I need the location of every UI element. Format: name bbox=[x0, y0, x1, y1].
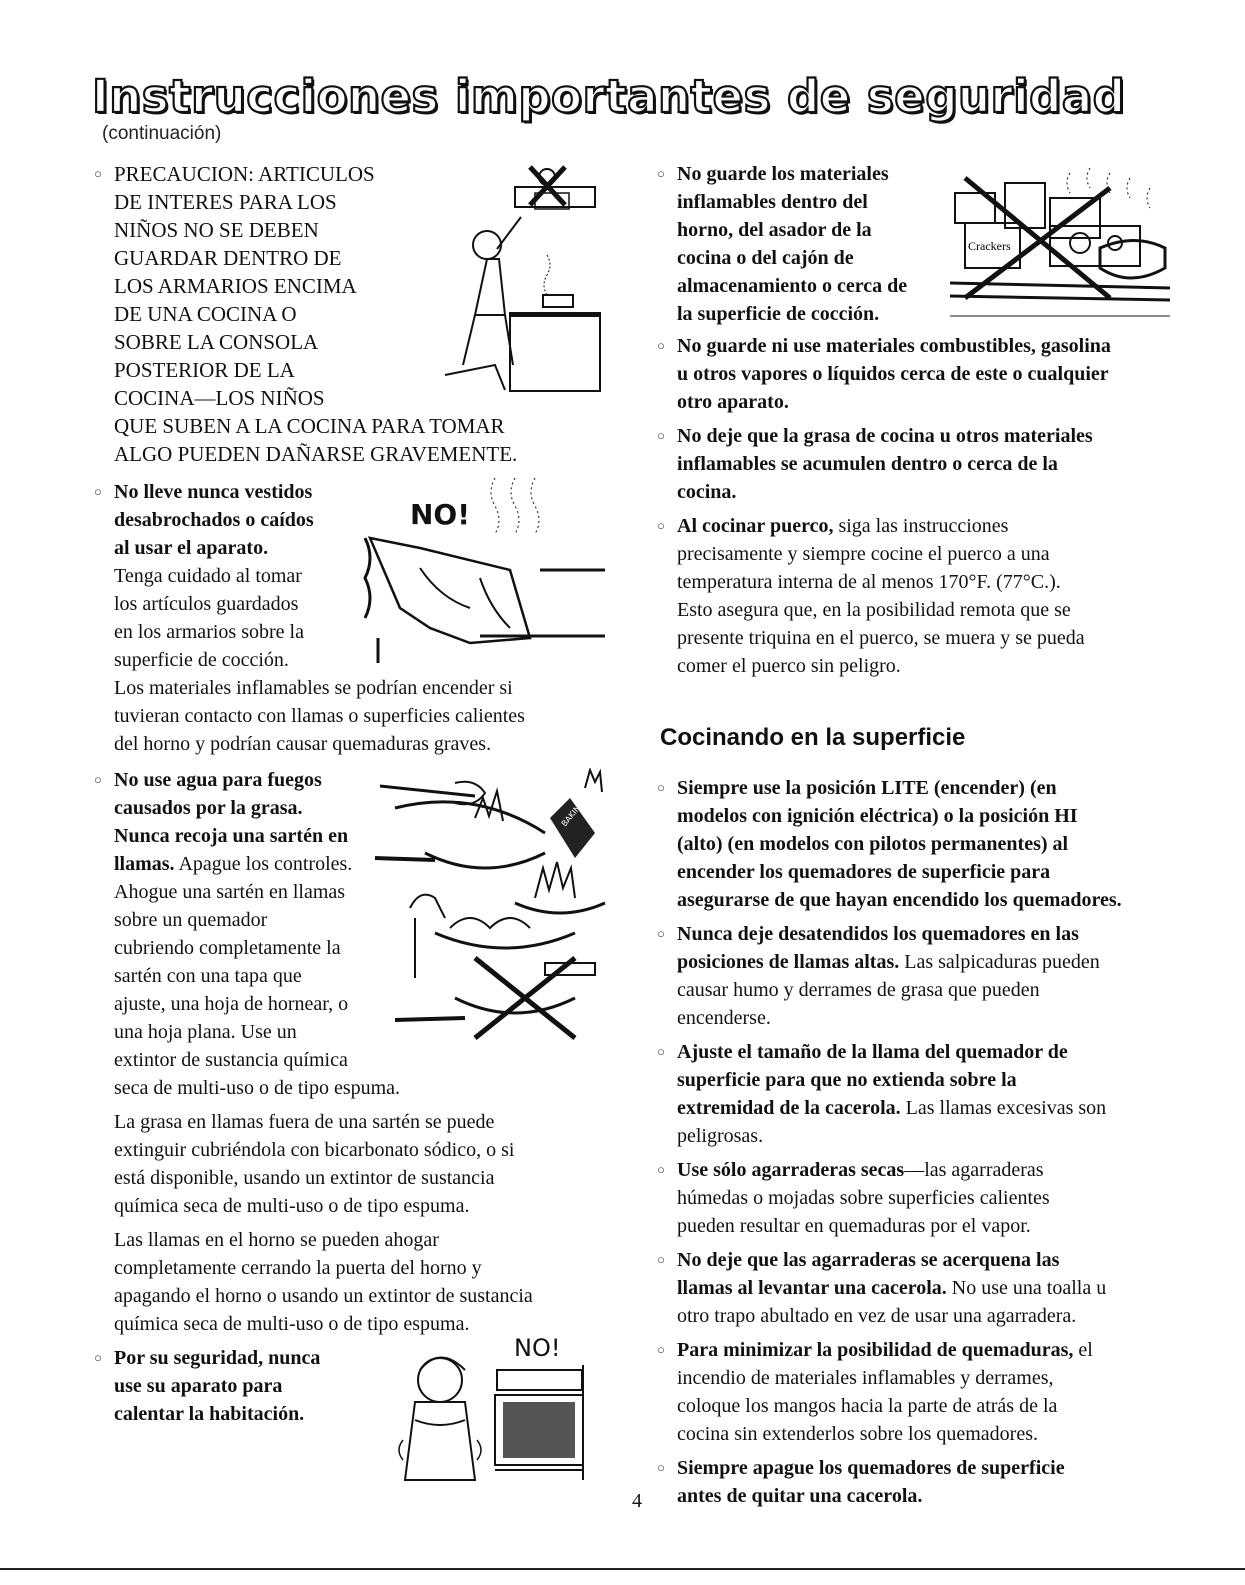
precaucion-line: GUARDAR DENTRO DE bbox=[114, 246, 342, 270]
grasa-mixed-bold: llamas. bbox=[114, 853, 175, 875]
precaucion-rest-line: QUE SUBEN A LA COCINA PARA TOMAR bbox=[114, 414, 505, 438]
bullet-icon: ○ bbox=[657, 1044, 665, 1059]
grasa-text-line: sartén con una tapa que bbox=[114, 965, 302, 987]
combustibles-line: No guarde ni use materiales combustibles, gasolina bbox=[677, 335, 1111, 357]
grasa-para-line: química seca de multi-uso o de tipo espuma. bbox=[114, 1313, 470, 1335]
page-title: Instrucciones importantes de seguridad bbox=[92, 70, 1126, 123]
puerco-line: Esto asegura que, en la posibilidad remota que se bbox=[677, 599, 1071, 621]
agarraderas-text-line: húmedas o mojadas sobre superficies calientes bbox=[677, 1187, 1050, 1209]
seguridad-bold-line: use su aparato para bbox=[114, 1375, 283, 1397]
puerco-bold: Al cocinar puerco, bbox=[677, 515, 834, 537]
vestidos-rest-line: Los materiales inflamables se podrían encender si bbox=[114, 677, 513, 699]
grasa-para-3 bbox=[114, 1226, 632, 1338]
grasa-para-2 bbox=[114, 1108, 632, 1220]
agarraderas-text: —las agarraderas bbox=[904, 1159, 1044, 1181]
person-heating-room-illustration bbox=[385, 1340, 590, 1485]
apague-line: Siempre apague los quemadores de superficie bbox=[677, 1457, 1065, 1479]
grasa-bold-line: No use agua para fuegos bbox=[114, 769, 322, 791]
bottom-rule bbox=[0, 1568, 1245, 1570]
grasa-text-line: cubriendo completamente la bbox=[114, 937, 341, 959]
minimizar-item bbox=[655, 1336, 1180, 1448]
lite-line: encender los quemadores de superficie para bbox=[677, 861, 1051, 883]
vestidos-bold-line: al usar el aparato. bbox=[114, 537, 269, 559]
no-label-clothing: NO! bbox=[410, 498, 471, 531]
grasa-para-line: apagando el horno o usando un extintor de sustancia bbox=[114, 1285, 533, 1307]
lite-item bbox=[655, 774, 1180, 914]
right-column bbox=[655, 160, 1180, 1516]
grasa-bold-line: causados por la grasa. bbox=[114, 797, 303, 819]
grasa-para-line: La grasa en llamas fuera de una sartén se puede bbox=[114, 1111, 495, 1133]
grasa-text-line: una hoja plana. Use un bbox=[114, 1021, 297, 1043]
page-number: 4 bbox=[632, 1490, 642, 1512]
precaucion-line: LOS ARMARIOS ENCIMA bbox=[114, 274, 357, 298]
bullet-icon: ○ bbox=[657, 1252, 665, 1267]
ajuste-bold-line: Ajuste el tamaño de la llama del quemador de bbox=[677, 1041, 1068, 1063]
no-guarde-line: No guarde los materiales bbox=[677, 163, 889, 185]
no-label-heating: NO! bbox=[514, 1334, 561, 1362]
acerquena-text-tail: No use una toalla u bbox=[946, 1277, 1107, 1299]
agarraderas-bold: Use sólo agarraderas secas bbox=[677, 1159, 905, 1181]
precaucion-line: COCINA—LOS NIÑOS bbox=[114, 386, 325, 410]
title-continuation: (continuación) bbox=[102, 123, 222, 144]
precaucion-line: SOBRE LA CONSOLA bbox=[114, 330, 319, 354]
desatendidos-bold-line: posiciones de llamas altas. bbox=[677, 951, 900, 973]
grease-fire-illustration bbox=[375, 768, 610, 1048]
child-climbing-illustration bbox=[435, 165, 605, 395]
vestidos-text-line: superficie de cocción. bbox=[114, 649, 289, 671]
section-heading: Cocinando en la superficie bbox=[660, 724, 966, 751]
no-guarde-line: inflamables dentro del bbox=[677, 191, 868, 213]
no-guarde-line: cocina o del cajón de bbox=[677, 247, 854, 269]
grasa-para-line: completamente cerrando la puerta del horno y bbox=[114, 1257, 482, 1279]
bullet-icon: ○ bbox=[94, 772, 102, 787]
desatendidos-bold-line: Nunca deje desatendidos los quemadores en las bbox=[677, 923, 1079, 945]
bullet-icon: ○ bbox=[657, 780, 665, 795]
acerquena-item bbox=[655, 1246, 1180, 1330]
precaucion-rest-line: ALGO PUEDEN DAÑARSE GRAVEMENTE. bbox=[114, 442, 518, 466]
bullet-icon: ○ bbox=[657, 518, 665, 533]
minimizar-first-line bbox=[677, 1336, 1180, 1364]
seguridad-bold-line: calentar la habitación. bbox=[114, 1403, 305, 1425]
ajuste-bold-line: superficie para que no extienda sobre la bbox=[677, 1069, 1017, 1091]
seguridad-bold-line: Por su seguridad, nunca bbox=[114, 1347, 321, 1369]
acerquena-bold-line: No deje que las agarraderas se acerquena las bbox=[677, 1249, 1060, 1271]
precaucion-line: NIÑOS NO SE DEBEN bbox=[114, 218, 319, 242]
puerco-line: presente triquina en el puerco, se muera y se pueda bbox=[677, 627, 1085, 649]
combustibles-line: u otros vapores o líquidos cerca de este o cualquier bbox=[677, 363, 1109, 385]
agarraderas-text-line: pueden resultar en quemaduras por el vapor. bbox=[677, 1215, 1031, 1237]
puerco-first-line bbox=[677, 512, 1180, 540]
lite-line: (alto) (en modelos con pilotos permanentes) al bbox=[677, 833, 1069, 855]
grasa-text-line: seca de multi-uso o de tipo espuma. bbox=[114, 1077, 401, 1099]
baking-soda-label: BAKING SODA bbox=[559, 779, 603, 829]
minimizar-text-line: cocina sin extenderlos sobre los quemadores. bbox=[677, 1423, 1039, 1445]
grasa-text-line: ajuste, una hoja de hornear, o bbox=[114, 993, 349, 1015]
loose-clothing-illustration bbox=[360, 478, 605, 663]
lite-line: modelos con ignición eléctrica) o la posición HI bbox=[677, 805, 1078, 827]
no-guarde-line: almacenamiento o cerca de bbox=[677, 275, 908, 297]
combustibles-item bbox=[655, 332, 1180, 416]
puerco-line: temperatura interna de al menos 170°F. (77°C.). bbox=[677, 571, 1061, 593]
crackers-box-label: Crackers bbox=[968, 239, 1011, 253]
vestidos-text-line: en los armarios sobre la bbox=[114, 621, 304, 643]
bullet-icon: ○ bbox=[657, 428, 665, 443]
precaucion-line: DE INTERES PARA LOS bbox=[114, 190, 337, 214]
ajuste-text-tail: Las llamas excesivas son bbox=[900, 1097, 1107, 1119]
grasa-cocina-item bbox=[655, 422, 1180, 506]
ajuste-bold-line: extremidad de la cacerola. bbox=[677, 1097, 901, 1119]
vestidos-rest bbox=[92, 674, 632, 758]
no-guarde-line: horno, del asador de la bbox=[677, 219, 872, 241]
bullet-icon: ○ bbox=[657, 1342, 665, 1357]
precaucion-line: DE UNA COCINA O bbox=[114, 302, 297, 326]
apague-item bbox=[655, 1454, 1180, 1510]
minimizar-text: el bbox=[1073, 1339, 1093, 1361]
bullet-icon: ○ bbox=[657, 338, 665, 353]
page-header bbox=[92, 70, 1192, 144]
bullet-icon: ○ bbox=[94, 1350, 102, 1365]
puerco-line: precisamente y siempre cocine el puerco a una bbox=[677, 543, 1050, 565]
acerquena-bold-second: llamas al levantar una cacerola. bbox=[677, 1277, 947, 1299]
minimizar-bold: Para minimizar la posibilidad de quemaduras, bbox=[677, 1339, 1074, 1361]
precaucion-line: PRECAUCION: ARTICULOS bbox=[114, 162, 375, 186]
puerco-line: comer el puerco sin peligro. bbox=[677, 655, 901, 677]
flammables-stove-illustration bbox=[950, 168, 1175, 328]
grasa-para-line: química seca de multi-uso o de tipo espuma. bbox=[114, 1195, 470, 1217]
vestidos-text-line: Tenga cuidado al tomar bbox=[114, 565, 302, 587]
desatendidos-item bbox=[655, 920, 1180, 1032]
grasa-text-line: Ahogue una sartén en llamas bbox=[114, 881, 346, 903]
grasa-cocina-line: inflamables se acumulen dentro o cerca de la bbox=[677, 453, 1058, 475]
grasa-cocina-line: cocina. bbox=[677, 481, 737, 503]
bullet-icon: ○ bbox=[657, 166, 665, 181]
minimizar-text-line: incendio de materiales inflamables y derrames, bbox=[677, 1367, 1054, 1389]
grasa-mixed-text: Apague los controles. bbox=[174, 853, 353, 875]
bullet-icon: ○ bbox=[657, 1460, 665, 1475]
grasa-para-line: extinguir cubriéndola con bicarbonato sódico, o si bbox=[114, 1139, 515, 1161]
lite-line: Siempre use la posición LITE (encender) (en bbox=[677, 777, 1057, 799]
grasa-cocina-line: No deje que la grasa de cocina u otros materiales bbox=[677, 425, 1093, 447]
vestidos-bold-line: No lleve nunca vestidos bbox=[114, 481, 313, 503]
precaucion-line: POSTERIOR DE LA bbox=[114, 358, 295, 382]
precaucion-rest bbox=[92, 412, 632, 468]
vestidos-bold-line: desabrochados o caídos bbox=[114, 509, 314, 531]
bullet-icon: ○ bbox=[657, 1162, 665, 1177]
grasa-text-line: extintor de sustancia química bbox=[114, 1049, 348, 1071]
ajuste-mixed-line bbox=[677, 1094, 1180, 1122]
vestidos-rest-line: tuvieran contacto con llamas o superficies calientes bbox=[114, 705, 525, 727]
puerco-line: siga las instrucciones bbox=[833, 515, 1009, 537]
desatendidos-text-line: encenderse. bbox=[677, 1007, 771, 1029]
acerquena-text-line: otro trapo abultado en vez de usar una agarradera. bbox=[677, 1305, 1077, 1327]
combustibles-line: otro aparato. bbox=[677, 391, 789, 413]
desatendidos-mixed-line bbox=[677, 948, 1180, 976]
vestidos-text-line: los artículos guardados bbox=[114, 593, 299, 615]
grasa-bold-line: Nunca recoja una sartén en bbox=[114, 825, 349, 847]
puerco-item bbox=[655, 512, 1180, 680]
bullet-icon: ○ bbox=[657, 926, 665, 941]
grasa-para-line: Las llamas en el horno se pueden ahogar bbox=[114, 1229, 439, 1251]
minimizar-text-line: coloque los mangos hacia la parte de atrás de la bbox=[677, 1395, 1058, 1417]
apague-line: antes de quitar una cacerola. bbox=[677, 1485, 923, 1507]
desatendidos-text-tail: Las salpicaduras pueden bbox=[899, 951, 1100, 973]
agarraderas-item bbox=[655, 1156, 1180, 1240]
ajuste-text-line: peligrosas. bbox=[677, 1125, 764, 1147]
grasa-text-line: sobre un quemador bbox=[114, 909, 268, 931]
bullet-icon: ○ bbox=[94, 166, 102, 181]
agarraderas-first-line bbox=[677, 1156, 1180, 1184]
desatendidos-text-line: causar humo y derrames de grasa que pueden bbox=[677, 979, 1040, 1001]
lite-line: asegurarse de que hayan encendido los quemadores. bbox=[677, 889, 1122, 911]
acerquena-mixed-line bbox=[677, 1274, 1180, 1302]
ajuste-item bbox=[655, 1038, 1180, 1150]
vestidos-rest-line: del horno y podrían causar quemaduras graves. bbox=[114, 733, 492, 755]
no-guarde-line: la superficie de cocción. bbox=[677, 303, 880, 325]
grasa-para-line: está disponible, usando un extintor de sustancia bbox=[114, 1167, 495, 1189]
bullet-icon: ○ bbox=[94, 484, 102, 499]
